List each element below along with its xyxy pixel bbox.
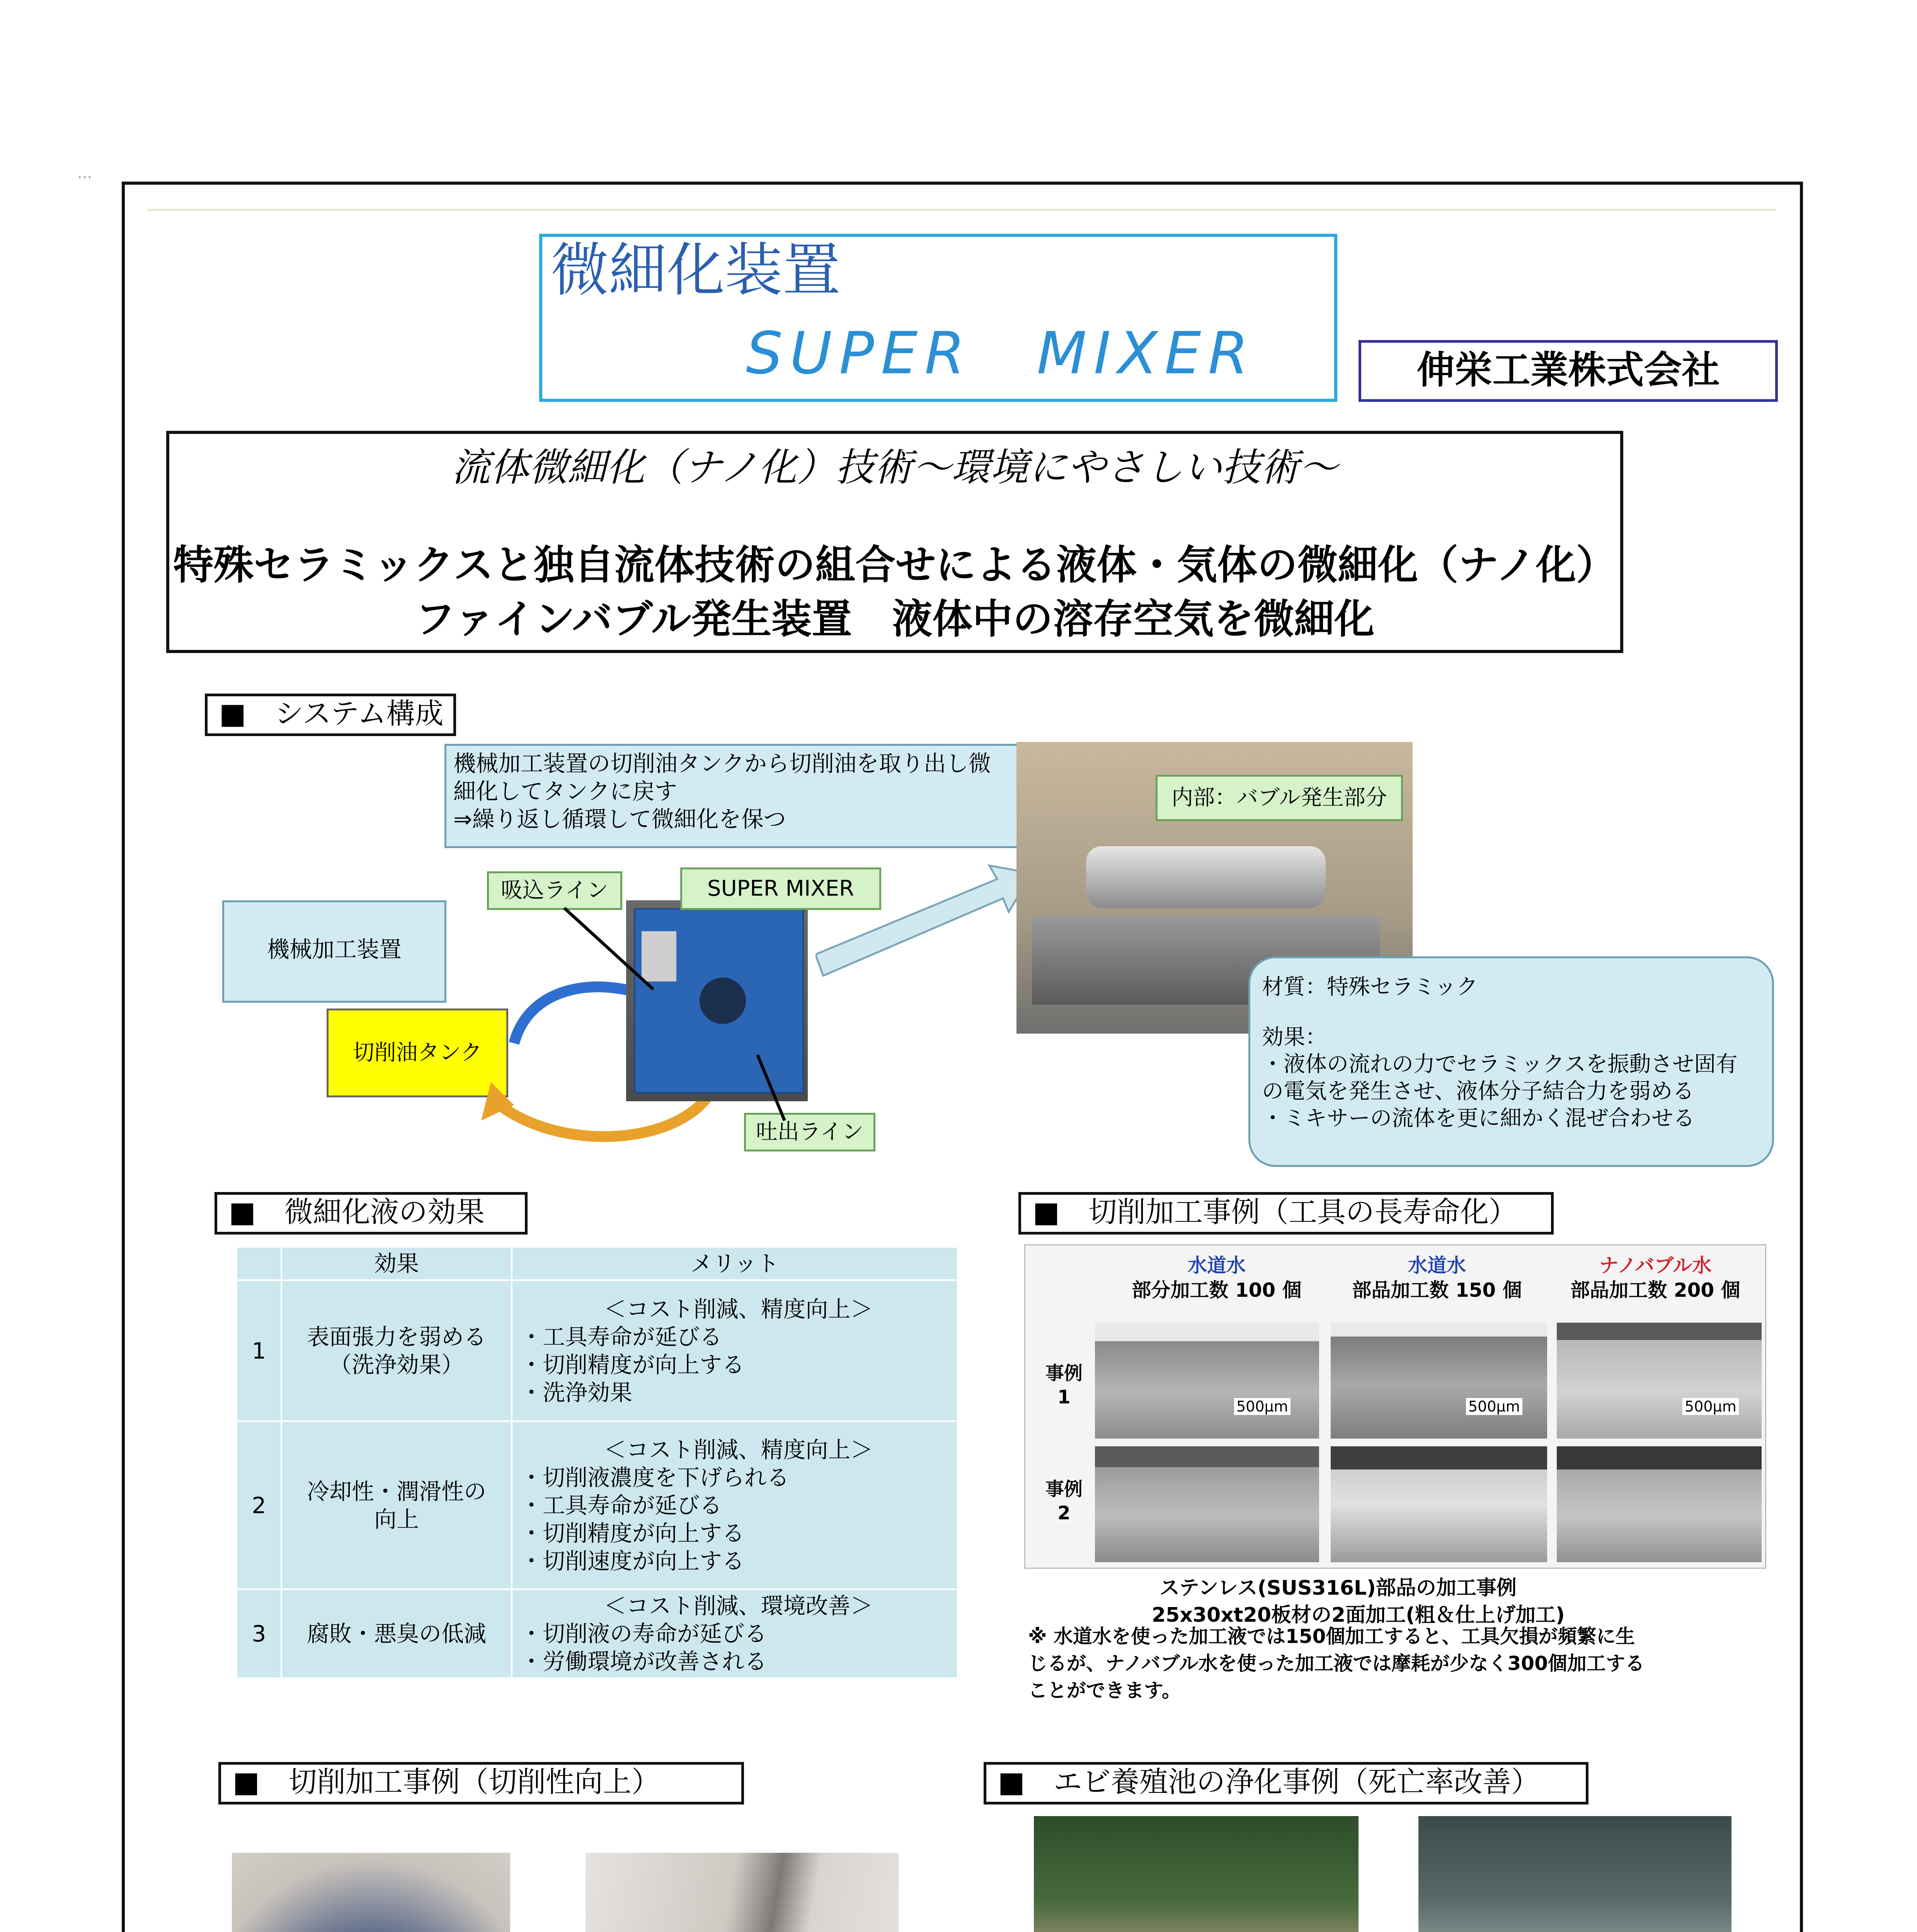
- effects-header-merit: メリット: [512, 1247, 958, 1280]
- pond-after-photo: [1418, 1816, 1731, 1932]
- micrograph: [1557, 1446, 1762, 1562]
- row-merit-line: ・切削精度が向上する: [520, 1351, 745, 1378]
- ceramic-effect-line: の電気を発生させ、液体分子結合力を弱める: [1262, 1079, 1694, 1104]
- col-header-sub: 部分加工数 100 個: [1132, 1279, 1302, 1301]
- row-effect: [281, 1280, 512, 1421]
- section-heading-tool-life: ■ 切削加工事例（工具の長寿命化）: [1018, 1192, 1554, 1235]
- micrograph: [1095, 1323, 1319, 1439]
- table-row: [237, 1280, 958, 1421]
- col-header-sub: 部品加工数 150 個: [1352, 1279, 1522, 1301]
- mixer-label: SUPER MIXER: [680, 867, 881, 910]
- intro-line-2: 特殊セラミックスと独自流体技術の組合せによる液体・気体の微細化（ナノ化）: [173, 541, 1616, 588]
- row-number: 3: [237, 1589, 281, 1678]
- system-callout-line: 細化してタンクに戻す: [453, 778, 677, 804]
- effects-table-wrap: [236, 1246, 958, 1679]
- intro-subtitle: 流体微細化（ナノ化）技術～環境にやさしい技術～: [451, 445, 1338, 490]
- row-merit-line: ・切削液の寿命が延びる: [520, 1621, 767, 1647]
- row-effect: [281, 1589, 512, 1678]
- note-line: ことができます。: [1028, 1679, 1181, 1702]
- section-heading-cutting: ■ 切削加工事例（切削性向上）: [218, 1762, 744, 1804]
- section-heading-system: ■ システム構成: [205, 694, 456, 736]
- title-en: SUPER MIXER: [746, 320, 1255, 387]
- effects-header-effect: 効果: [281, 1247, 512, 1280]
- row-label: 事例 2: [1045, 1478, 1083, 1524]
- row-merit-line: ・工具寿命が延びる: [520, 1492, 722, 1519]
- section-heading-effects: ■ 微細化液の効果: [215, 1192, 528, 1235]
- micrograph: [1557, 1323, 1762, 1439]
- table-row: [237, 1421, 958, 1589]
- title-jp: 微細化装置: [551, 237, 841, 304]
- ceramic-effect-line: ・液体の流れの力でセラミックスを振動させ固有: [1262, 1052, 1738, 1077]
- pond-before-photo: [1034, 1816, 1359, 1932]
- micrograph: [1331, 1446, 1547, 1562]
- table-row: [237, 1589, 958, 1678]
- outlet-label: 吐出ライン: [744, 1113, 875, 1151]
- intake-label: 吸込ライン: [487, 871, 622, 910]
- row-merits: [512, 1421, 958, 1589]
- row-effect-line: （洗浄効果）: [329, 1351, 464, 1378]
- to-interior-arrow: [815, 862, 1036, 985]
- row-number: 2: [237, 1421, 281, 1589]
- tool-life-caption-1: ステンレス(SUS316L)部品の加工事例: [1159, 1577, 1517, 1600]
- row-number: 1: [237, 1280, 281, 1421]
- ceramic-material: 材質：特殊セラミック: [1262, 975, 1478, 1000]
- row-merit-line: ・切削精度が向上する: [520, 1520, 745, 1546]
- row-effect-line: 冷却性・潤滑性の: [306, 1478, 486, 1505]
- col-header-title: 水道水: [1408, 1254, 1466, 1277]
- col-header: [1333, 1253, 1541, 1303]
- scale-bar-label: 500μm: [1466, 1398, 1522, 1415]
- row-effect-line: 表面張力を弱める: [306, 1323, 486, 1350]
- ceramic-callout: [1248, 956, 1774, 1167]
- chips-before-photo: [232, 1853, 510, 1932]
- row-label: 事例 1: [1045, 1362, 1083, 1408]
- scale-bar-label: 500μm: [1682, 1398, 1739, 1415]
- micrograph: [1331, 1323, 1547, 1439]
- effects-header-row: [237, 1247, 958, 1280]
- note-line: じるが、ナノバブル水を使った加工液では摩耗が少なく300個加工する: [1028, 1652, 1645, 1675]
- top-rule: [147, 209, 1776, 211]
- col-header-sub: 部品加工数 200 個: [1570, 1279, 1740, 1301]
- col-header: [1551, 1253, 1760, 1303]
- row-effect: [281, 1421, 512, 1589]
- row-effect-line: 向上: [374, 1506, 419, 1532]
- row-merit-line: ＜コスト削減、精度向上＞: [604, 1436, 873, 1463]
- chips-after-photo: [586, 1853, 899, 1932]
- row-merit-line: ＜コスト削減、環境改善＞: [604, 1593, 873, 1619]
- system-callout-line: 機械加工装置の切削油タンクから切削油を取り出し微: [453, 750, 991, 777]
- intro-line-3: ファインバブル発生装置 液体中の溶存空気を微細化: [415, 595, 1375, 643]
- outlet-pointer: [750, 1051, 796, 1128]
- interior-label: 内部：バブル発生部分: [1156, 775, 1403, 821]
- micrograph: [1095, 1446, 1319, 1562]
- header-fragment: ...: [77, 164, 92, 182]
- row-merit-line: ＜コスト削減、精度向上＞: [604, 1296, 873, 1322]
- note-line: ※ 水道水を使った加工液では150個加工すると、工具欠損が頻繁に生: [1028, 1625, 1635, 1648]
- company-name: 伸栄工業株式会社: [1416, 348, 1720, 392]
- ceramic-effect-title: 効果：: [1262, 1025, 1327, 1050]
- machine-label: 機械加工装置: [267, 936, 402, 963]
- system-callout-line: ⇒繰り返し循環して微細化を保つ: [453, 806, 786, 832]
- intake-pointer: [557, 904, 665, 997]
- row-merit-line: ・切削速度が向上する: [520, 1548, 745, 1574]
- row-merit-line: ・労働環境が改善される: [520, 1648, 767, 1675]
- row-merits: [512, 1589, 958, 1678]
- section-heading-shrimp: ■ エビ養殖池の浄化事例（死亡率改善）: [984, 1762, 1588, 1804]
- col-header-title: ナノバブル水: [1599, 1254, 1712, 1277]
- row-merits: [512, 1280, 958, 1421]
- row-merit-line: ・洗浄効果: [520, 1379, 633, 1406]
- tool-life-caption-2: 25x30xt20板材の2面加工(粗＆仕上げ加工): [1152, 1604, 1565, 1627]
- tank-label: 切削油タンク: [352, 1040, 482, 1065]
- scale-bar-label: 500μm: [1234, 1398, 1290, 1415]
- row-merit-line: ・工具寿命が延びる: [520, 1323, 722, 1350]
- col-header-title: 水道水: [1188, 1254, 1246, 1277]
- effects-table: [236, 1246, 958, 1679]
- interior-cylinder: [1086, 846, 1326, 908]
- machine-box: [222, 900, 446, 1003]
- tool-life-note: [1028, 1623, 1770, 1704]
- row-effect-line: 腐敗・悪臭の低減: [306, 1621, 486, 1647]
- system-callout: [444, 744, 1026, 848]
- tool-life-grid: [1024, 1244, 1766, 1569]
- effects-header-no: [237, 1247, 281, 1280]
- ceramic-effect-line: ・ミキサーの流体を更に細かく混ぜ合わせる: [1262, 1106, 1695, 1131]
- col-header: [1112, 1253, 1321, 1303]
- row-merit-line: ・切削液濃度を下げられる: [520, 1464, 790, 1491]
- mixer-port: [700, 978, 746, 1024]
